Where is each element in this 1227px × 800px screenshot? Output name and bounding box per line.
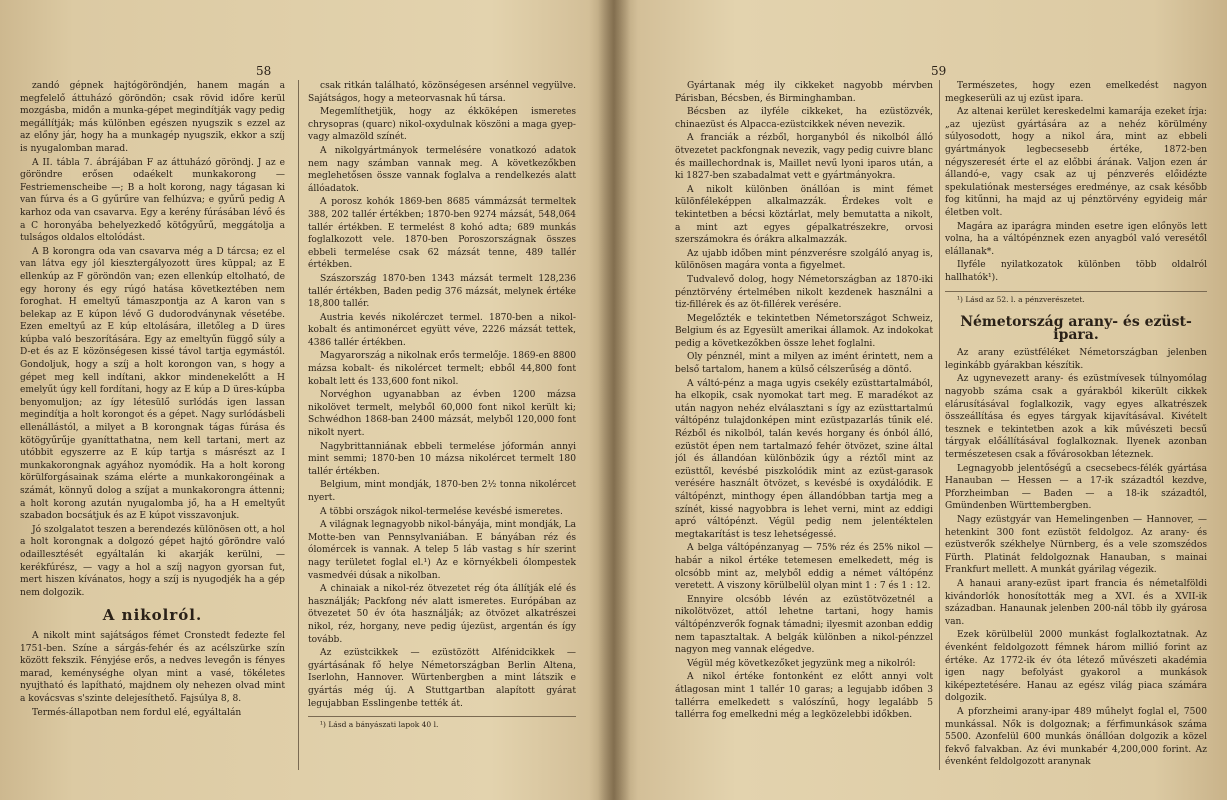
paragraph: csak ritkán található, közönségesen arsénnel vegyülve. Sajátságos, hogy a meteorvasnak hű társa.: [308, 81, 576, 104]
paragraph: Az ugynevezett arany- és ezüstmívesek túlnyomólag nagyobb száma csak a gyárakból kikerült cikkek elárusításával foglalkozik, vagy egyes alkatrészek összeállítása és egyes tárgyak kijavításával. Kivételt tesznek e tekintetben azok a kik művészeti becsű tárgyak előállításával foglalkoznak. Ilyenek azonban természetesen csak a fővárosokban léteznek.: [945, 374, 1207, 461]
paragraph: Magára az iparágra minden esetre igen előnyös lett volna, ha a váltópénznek ezen anyagból való veresétől elállanak*.: [945, 221, 1207, 257]
paragraph: Termés-állapotban nem fordul elé, egyáltalán: [32, 707, 242, 718]
paragraph: A nikolt különben önállóan is mint fémet különféleképpen alkalmazzák. Érdekes volt e tekintetben a bécsi köztárlat, mely bemutatta a nikolt, a mint azt egyes gépalkatrészekre, orvosi szerszámokra és órákra alkalmazzák.: [675, 184, 933, 246]
paragraph: A nikol értéke fontonként ez előtt annyi volt átlagosan mint 1 tallér 10 garas; a legujabb időben 3 tallérra emelkedett s valószínű, hogy legalább 5 tallérra fog emelkedni még a legközelebbi időkben.: [675, 672, 933, 721]
paragraph: A porosz kohók 1869-ben 8685 vámmázsát termeltek 388, 202 tallér értékben; 1870-ben 9274 mázsát, 548,064 tallér értékben. E termelést 8 kohó adta; 689 munkás foglalkozott vele. 1870-ben Poroszországnak összes ebbeli termelése csak 62 mázsát tenne, 489 tallér értékben.: [308, 197, 576, 271]
paragraph: A II. tábla 7. ábrájában F az áttuházó göröndj. J az e göröndre erősen odaékelt munkakorong — Festriemenscheibe —; B a holt korong, nagy tágasan ki van fúrva és a G gyűrűre van felhúzva; e gyűrű pedig A karhoz oda van csavarva. Egy a kerény fúrásában lévő és a C horonyába behelyezkedő kötőgyűrű, meggátolja a tulságos oldalos eltolódást.: [20, 157, 285, 244]
right-column-2: [945, 80, 1207, 770]
paragraph: Jó szolgalatot teszen a berendezés különösen ott, a hol a holt korongnak a dolgozó gépet hajtó göröndre való odaillesztését egyáltalán ki akarják kerülni, — kerékfúrész, — vagy a hol a szíj nagyon gyorsan fut, mert hiszen kívánatos, hogy a szíj is nyugodjék ha a gép nem dolgozik.: [20, 524, 285, 598]
column-divider-left: [298, 80, 299, 770]
paragraph: Gyártanak még ily cikkeket nagyobb mérvben Párisban, Bécsben, és Birminghamban.: [675, 81, 933, 104]
paragraph: Szászország 1870-ben 1343 mázsát termelt 128,236 tallér értékben, Baden pedig 376 mázsát, melynek értéke 18,800 tallér.: [308, 273, 576, 310]
left-page: [0, 0, 608, 800]
paragraph: Bécsben az ilyféle cikkeket, ha ezüstözvék, chinaezüst és Alpacca-ezüstcikkek néven nevezik.: [675, 107, 933, 130]
paragraph: Norvéghon ugyanabban az évben 1200 mázsa nikolövet termelt, melyből 60,000 font nikol került ki; Schwédhon 1868-ban 2400 mázsát, melyből 120,000 font nikolt nyert.: [308, 390, 576, 439]
paragraph: Austria kevés nikolérczet termel. 1870-ben a nikol-kobalt és antimonércet együtt véve, 2226 mázsát tettek, 4386 tallér értékben.: [308, 312, 576, 348]
paragraph: A nikolgyártmányok termelésére vonatkozó adatok nem nagy számban vannak meg. A következőkben meglehetősen össze vannak foglalva a rendelkezés alatt állóadatok.: [308, 145, 576, 194]
paragraph: A váltó-pénz a maga ugyis csekély ezüsttartalmából, ha elkopik, csak nyomokat tart meg. E maradékot az után nagyon nehéz elválasztani s így az ezüsttartalmú váltópénz tulajdonképen mint ezüstpazarlás tűnik elé. Rézből és nikolból, talán kevés horgany és ónból álló, ezüstöt épen nem tartalmazó fehér ötvözet, szine által jól és állandóan különbözik úgy a réztől mint az ezüsttől, kevésbé piszkolódik mint az ezüst-garasok verésére használt ötvözet, s kevésbé is oxydálódik. E váltópénzt, minthogy épen állandóbban tartja meg a színét, kissé nagyobbra is lehet verni, mint az eddigi apró váltópénzt. Végül pedig nem jelentéktelen megtakarítást is tesz lehetségessé.: [675, 378, 933, 540]
paragraph: A világnak legnagyobb nikol-bányája, mint mondják, La Motte-ben van Pennsylvaniában. E bányában réz és ólomércek is vannak. A telep 5 láb vastag s hír szerint nagy területet foglal el.¹) Az e környékbeli ólompestek vasmedvéi dúsak a nikolban.: [308, 520, 576, 581]
paragraph: Az arany ezüstféléket Németországban jelenben leginkább gyárakban készítik.: [945, 348, 1207, 371]
right-page: [619, 0, 1227, 800]
left-column-1: [20, 80, 285, 720]
paragraph: Megemlíthetjük, hogy az ékköképen ismeretes chrysopras (quarc) nikol-oxydulnak köszöni a maga gyep- vagy almazöld színét.: [308, 107, 576, 143]
left-column-2: [308, 80, 576, 733]
paragraph: Az ujabb időben mint pénzverésre szolgáló anyag is, különösen magára vonta a figyelmet.: [675, 248, 933, 272]
paragraph: Ennyire olcsóbb lévén az ezüstötvözetnél a nikolötvözet, attól lehetne tartani, hogy hamis váltópénzverők fognak támadni; ilyesmit azonban eddig nem tapasztaltak. A belgák különben a nikol-pénzzel nagyon meg vannak elégedve.: [675, 594, 933, 656]
paragraph: Ezek körülbelül 2000 munkást foglalkoztatnak. Az évenként feldolgozott fémnek három millió forint az értéke. Az 1772-ik év óta létező művészeti akadémia igen nagy befolyást gyakorol a munkások kiképeztetésére. Hanau az egész világ piaca számára dolgozik.: [945, 630, 1207, 704]
paragraph: Belgium, mint mondják, 1870-ben 2½ tonna nikolércet nyert.: [308, 480, 576, 503]
paragraph: A hanaui arany-ezüst ipart francia és németalföldi kivándorlók honosították meg a XVI. és a XVII-ik században. Hanaunak jelenben 200-nál több ily gyárosa van.: [945, 578, 1207, 627]
right-column-1: [675, 80, 933, 723]
paragraph: Megelőzték e tekintetben Németországot Schweiz, Belgium és az Egyesült amerikai államok. Az indokokat pedig a következőkben össze lehet foglalni.: [675, 313, 933, 349]
paragraph: Az ezüstcikkek — ezüstözött Alfénidcikkek — gyártásának fő helye Németországban Berlin Altena, Iserlohn, Hannover. Würtenbergben a mint látszik e gyártás még új. A Stuttgartban alapított gyárat legujabban Esslingenbe tették át.: [308, 648, 576, 709]
paragraph: A franciák a rézből, horganyból és nikolból álló ötvezetet packfongnak nevezik, vagy pedig cuivre blanc és maillechordnak is, Maillet nevű lyoni iparos után, a ki 1827-ben szabadalmat vett e gyártmányokra.: [675, 133, 933, 182]
paragraph: Ilyféle nyilatkozatok különben több oldalról hallhatók¹).: [945, 260, 1207, 283]
paragraph: Oly pénznél, mint a milyen az imént érintett, nem a belső tartalom, hanem a külső célszerűség a döntő.: [675, 352, 933, 376]
paragraph: A nikolt mint sajátságos fémet Cronstedt fedezte fel 1751-ben. Színe a sárgás-fehér és az acélszürke szín között fekszik. Fényjése erős, a nedves levegőn is fényes marad, keménységhe olyan mint a vasé, tökéletes nyujtható és lapítható, majdnem oly nehezen olvad mint a kovácsvas s'szinte delejesíthető. Fajsúlya 8, 8.: [20, 630, 285, 704]
paragraph: A belga váltópénzanyag — 75% réz és 25% nikol — habár a nikol értéke tetemesen emelkedett, még is olcsóbb mint az, melyből eddig a német váltópénz veretett. A viszony körülbelül olyan mint 1 : 7 és 1 : 12.: [675, 543, 933, 592]
paragraph: Nagy ezüstgyár van Hemelingenben — Hannover, — hetenkint 300 font ezüstöt feldolgoz. Az arany- és ezüstverők székhelye Nürnberg, és a vele szomszédos Fürth. Platinát feldolgoznak Hanauban, s mainai Frankfurt mellett. A munkát gyárilag végezik.: [945, 515, 1207, 576]
paragraph: A B korongra oda van csavarva még a D tárcsa; ez el van látva egy jól kiesztergályozott üres küppal; az E ellenkúp az F göröndön van; ezen ellenkúp eltolható, de egy horony és egy rúgó hatása következtében nem foroghat. H emeltyű támaszpontja az A karon van s belekap az E kúpon lévő G dudorodványnak vésetébe. Ezen emeltyű az E kúp eltolására, illetőleg a D üres kúpba való beszorítására. Egy az emeltyűn függő súly a D-et és az E közönségesen kissé távol tartja egymástól. Gondoljuk, hogy a szíj a holt korongon van, s hogy a gépet meg kell indítani, akkor mindenekelőtt a H emelyűt úgy kell fordítani, hogy az E kúp a D üres-kúpba benyomuljon; az így létesülő surlódás igen lassan megindítja a holt korongot és a gépet. Nagy surlódásbeli ellenállástól, a milyet a B korongnak tágas fúrása és kötögyűrűje gyaníttathatna, nem kell tartani, mert az utóbbit egyszerre az E kúp tartja s másrészt az I munkakorongnak agyához nyomódik. Ha a holt korong körülforgásainak száma elérte a munkakorongéinak a számát, könnyű dolog a szíjat a munkakorongra áttenni; a holt korong azután nyugalomba jő, ha a H emeltyűt szabadon bocsátjuk és az E kúpot visszavonjuk.: [20, 246, 285, 522]
column-divider-right: [939, 80, 940, 770]
paragraph: Az altenai kerület kereskedelmi kamarája ezeket írja: „az ujezüst gyártására az a nehéz körülmény súlyosodott, hogy a nikol ára, mint az ebbeli gyártmányok legbecsesebb értéke, 1872-ben négyszeresét érte el az előbbi árának. Valjon ezen ár állandó-e, vagy csak az uj pénzverés előidézte spekulatiónak mesterséges eredménye, az csak később fog kitűnni, ha majd az uj pénztörvény egyideig már életben volt.: [945, 107, 1207, 218]
paragraph: A chinaiak a nikol-réz ötvezetet rég óta állítják elé és használják; Packfong név alatt ismeretes. Európában az ötvezetet 50 év óta használják; az ötvözet alkatrészei nikol, réz, horgany, neve pedig újezüst, argentán és így tovább.: [308, 584, 576, 645]
page-number-right: 59: [931, 64, 947, 78]
footnote-left: ¹) Lásd a bányászati lapok 40 l.: [308, 716, 576, 732]
paragraph: Tudvalevő dolog, hogy Németországban az 1870-iki pénztörvény értelmében nikolt kezdenek használni a tiz-fillérek és az öt-fillérek verésére.: [675, 274, 933, 311]
paragraph: Végül még következőket jegyzünk meg a nikolról:: [687, 658, 916, 669]
paragraph: zandó gépnek hajtógöröndjén, hanem magán a megfelelő áttuházó göröndön; csak rövid időre kerül mozgásba, midőn a munka-gépet megindítják vagy pedig megállítják; más különben egészen nyugszik s ezzel az az előny jár, hogy ha a munkagép nyugszik, ekkor a szíj is nyugalomban marad.: [20, 81, 285, 154]
section-heading-nemetorszag: Németország arany- és ezüst-ipara.: [960, 314, 1192, 343]
page-number-left: 58: [256, 64, 272, 78]
paragraph: Nagybrittanniának ebbeli termelése jóformán annyi mint semmi; 1870-ben 10 mázsa nikolércet termelt 180 tallér értékben.: [308, 441, 576, 477]
paragraph: Magyarország a nikolnak erős termelője. 1869-en 8800 mázsa kobalt- és nikolércet termelt; ebből 44,800 font kobalt lett és 133,600 font nikol.: [308, 351, 576, 387]
paragraph: Természetes, hogy ezen emelkedést nagyon megkeserüli az uj ezüst ipara.: [945, 81, 1207, 104]
paragraph: Legnagyobb jelentőségű a csecsebecs-félék gyártása Hanauban — Hessen — a 17-ik századtól kezdve, Pforzheimban — Baden — a 18-ik századtól, Gmündenben Württembergben.: [945, 463, 1207, 512]
footnote-right: ¹) Lásd az 52. l. a pénzverészetet.: [945, 291, 1207, 307]
section-heading-nikol: A nikolról.: [102, 606, 203, 625]
paragraph: A pforzheimi arany-ipar 489 műhelyt foglal el, 7500 munkással. Nők is dolgoznak; a férfimunkások száma 5500. Azonfelül 600 munkás önállóan dolgozik a közel fekvő falvakban. Az évi munkabér 4,200,000 forint. Az évenként feldolgozott aranynak: [945, 706, 1207, 768]
paragraph: A többi országok nikol-termelése kevésbé ismeretes.: [320, 506, 563, 517]
